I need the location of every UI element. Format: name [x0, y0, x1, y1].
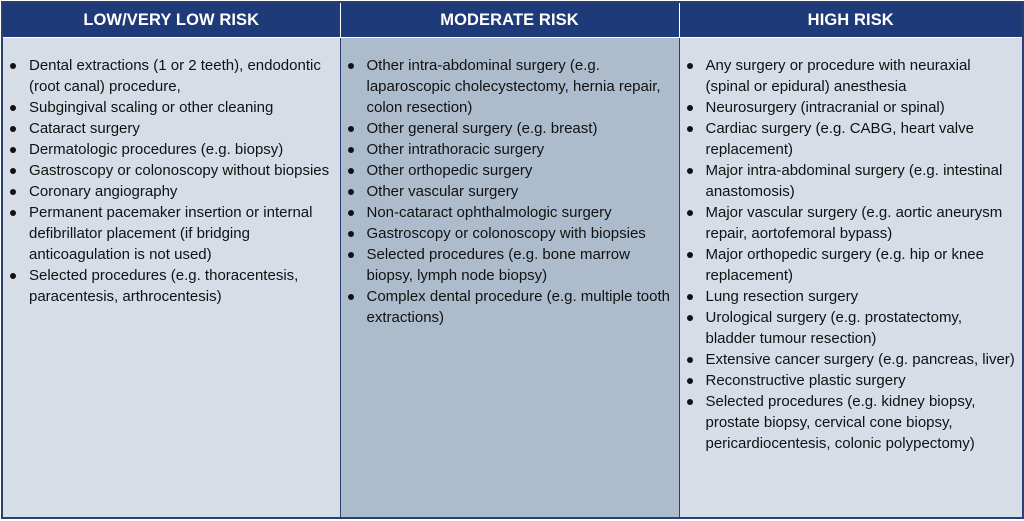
list-item: Cardiac surgery (e.g. CABG, heart valve replacement)	[686, 118, 1017, 160]
list-item: Non-cataract ophthalmologic surgery	[347, 202, 673, 223]
list-item: Other intrathoracic surgery	[347, 139, 673, 160]
list-item: Gastroscopy or colonoscopy with biopsies	[347, 223, 673, 244]
list-item: Dental extractions (1 or 2 teeth), endodontic (root canal) procedure,	[9, 55, 334, 97]
list-item: Urological surgery (e.g. prostatectomy, bladder tumour resection)	[686, 307, 1017, 349]
moderate-risk-column	[340, 38, 679, 519]
list-item: Subgingival scaling or other cleaning	[9, 97, 334, 118]
list-item: Lung resection surgery	[686, 286, 1017, 307]
bleeding-risk-table	[1, 1, 1024, 519]
list-item: Other intra-abdominal surgery (e.g. laparoscopic cholecystectomy, hernia repair, colon resection)	[347, 55, 673, 118]
list-item: Major intra-abdominal surgery (e.g. intestinal anastomosis)	[686, 160, 1017, 202]
list-item: Cataract surgery	[9, 118, 334, 139]
list-item: Other general surgery (e.g. breast)	[347, 118, 673, 139]
list-item: Major orthopedic surgery (e.g. hip or knee replacement)	[686, 244, 1017, 286]
list-item: Coronary angiography	[9, 181, 334, 202]
list-item: Dermatologic procedures (e.g. biopsy)	[9, 139, 334, 160]
header-moderate-risk: MODERATE RISK	[340, 2, 679, 38]
list-item: Neurosurgery (intracranial or spinal)	[686, 97, 1017, 118]
high-risk-column	[679, 38, 1023, 519]
low-risk-list	[3, 38, 340, 307]
content-row	[2, 38, 1023, 519]
header-high-risk: HIGH RISK	[679, 2, 1023, 38]
header-low-risk: LOW/VERY LOW RISK	[2, 2, 340, 38]
list-item: Any surgery or procedure with neuraxial (spinal or epidural) anesthesia	[686, 55, 1017, 97]
list-item: Gastroscopy or colonoscopy without biopsies	[9, 160, 334, 181]
list-item: Major vascular surgery (e.g. aortic aneurysm repair, aortofemoral bypass)	[686, 202, 1017, 244]
list-item: Other vascular surgery	[347, 181, 673, 202]
list-item: Complex dental procedure (e.g. multiple tooth extractions)	[347, 286, 673, 328]
list-item: Other orthopedic surgery	[347, 160, 673, 181]
list-item: Extensive cancer surgery (e.g. pancreas, liver)	[686, 349, 1017, 370]
high-risk-list	[680, 38, 1023, 454]
moderate-risk-list	[341, 38, 679, 328]
list-item: Selected procedures (e.g. thoracentesis, paracentesis, arthrocentesis)	[9, 265, 334, 307]
list-item: Permanent pacemaker insertion or internal defibrillator placement (if bridging anticoagulation is not used)	[9, 202, 334, 265]
low-risk-column	[2, 38, 340, 519]
list-item: Selected procedures (e.g. kidney biopsy, prostate biopsy, cervical cone biopsy, pericardiocentesis, colonic polypectomy)	[686, 391, 1017, 454]
header-row	[2, 2, 1023, 38]
list-item: Selected procedures (e.g. bone marrow biopsy, lymph node biopsy)	[347, 244, 673, 286]
list-item: Reconstructive plastic surgery	[686, 370, 1017, 391]
